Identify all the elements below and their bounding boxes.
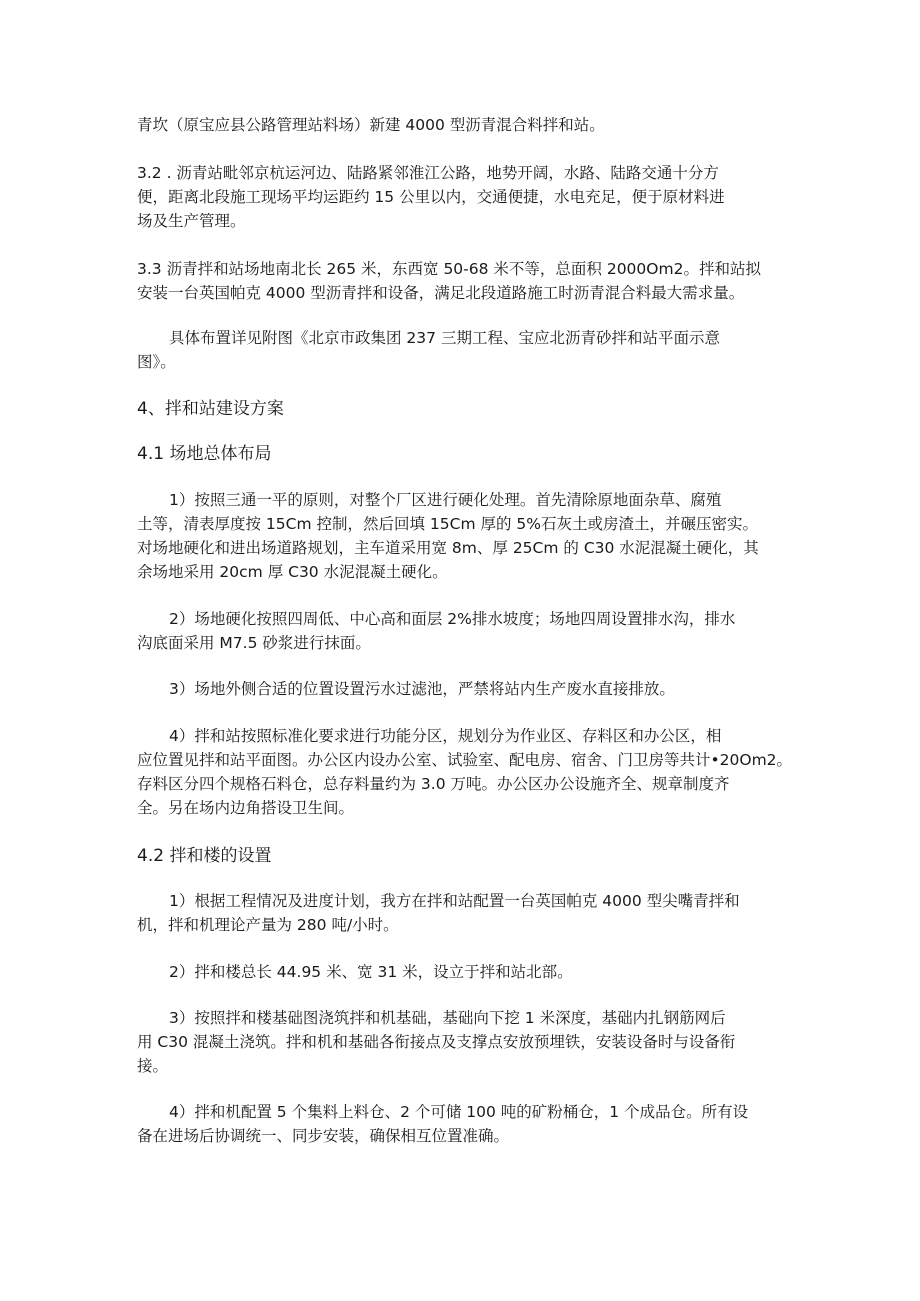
paragraph-3-3	[137, 257, 787, 305]
text-line: 2）场地硬化按照四周低、中心高和面层 2%排水坡度；场地四周设置排水沟，排水	[169, 610, 736, 628]
text-line: 对场地硬化和进出场道路规划，主车道采用宽 8m、厚 25Cm 的 C30 水泥混凝土硬化，其	[137, 539, 759, 557]
text-line: 4）拌和机配置 5 个集料上料仓、2 个可储 100 吨的矿粉桶仓，1 个成品仓。所有设	[169, 1103, 749, 1121]
text-line: 应位置见拌和站平面图。办公区内设办公室、试验室、配电房、宿舍、门卫房等共计•20Om2。	[137, 751, 793, 769]
text-line: 存料区分四个规格石料仓，总存料量约为 3.0 万吨。办公区办公设施齐全、规章制度齐	[137, 775, 730, 793]
paragraph-4-1-item-4	[137, 724, 787, 748]
text-line: 1）按照三通一平的原则，对整个厂区进行硬化处理。首先清除原地面杂草、腐殖	[169, 491, 722, 509]
paragraph-4-1-item-1-cont	[137, 512, 787, 584]
paragraph-4-2-item-3	[137, 1006, 787, 1030]
text-line: 具体布置详见附图《北京市政集团 237 三期工程、宝应北沥青砂拌和站平面示意	[169, 329, 720, 347]
text-line: 沟底面采用 M7.5 砂浆进行抹面。	[137, 634, 371, 652]
paragraph-4-2-item-4	[137, 1100, 787, 1124]
paragraph-4-1-item-2	[137, 607, 787, 631]
section-heading-4-1	[137, 441, 787, 467]
paragraph-3-2	[137, 161, 787, 233]
section-heading-4	[137, 396, 787, 422]
paragraph-4-2-item-1-cont	[137, 913, 787, 937]
text-line: 余场地采用 20cm 厚 C30 水泥混凝土硬化。	[137, 563, 448, 581]
text-line: 青坎（原宝应县公路管理站料场）新建 4000 型沥青混合料拌和站。	[137, 116, 605, 134]
text-line: 3）场地外侧合适的位置设置污水过滤池，严禁将站内生产废水直接排放。	[169, 680, 675, 698]
paragraph-4-1-item-4-cont	[137, 748, 793, 820]
text-line: 用 C30 混凝土浇筑。拌和机和基础各衔接点及支撑点安放预埋铁，安装设备时与设备衔	[137, 1033, 736, 1051]
text-line: 3）按照拌和楼基础图浇筑拌和机基础，基础向下挖 1 米深度，基础内扎钢筋网后	[169, 1009, 726, 1027]
text-line: 全。另在场内边角搭设卫生间。	[137, 799, 355, 817]
paragraph-layout-reference	[137, 326, 787, 350]
text-line: 图》。	[137, 353, 176, 371]
text-line: 场及生产管理。	[137, 212, 246, 230]
paragraph-4-1-item-3	[137, 677, 787, 701]
paragraph-4-2-item-2	[137, 960, 787, 984]
text-line: 3.3 沥青拌和站场地南北长 265 米，东西宽 50-68 米不等，总面积 2000Om2。拌和站拟	[137, 260, 761, 278]
heading-text: 4.2 拌和楼的设置	[137, 846, 272, 866]
text-line: 机，拌和机理论产量为 280 吨/小时。	[137, 916, 399, 934]
paragraph-4-1-item-2-cont	[137, 631, 787, 655]
paragraph-4-2-item-3-cont	[137, 1030, 787, 1078]
text-line: 接。	[137, 1057, 169, 1075]
paragraph-layout-reference-cont	[137, 350, 787, 374]
text-line: 1）根据工程情况及进度计划，我方在拌和站配置一台英国帕克 4000 型尖嘴青拌和	[169, 892, 740, 910]
text-line: 2）拌和楼总长 44.95 米、宽 31 米，设立于拌和站北部。	[169, 963, 573, 981]
text-line: 土等，清表厚度按 15Cm 控制，然后回填 15Cm 厚的 5%石灰土或房渣土，并碾压密实。	[137, 515, 759, 533]
text-line: 安装一台英国帕克 4000 型沥青拌和设备，满足北段道路施工时沥青混合料最大需求量。	[137, 284, 745, 302]
text-line: 备在进场后协调统一、同步安装，确保相互位置准确。	[137, 1127, 510, 1145]
text-line: 3.2 . 沥青站毗邻京杭运河边、陆路紧邻淮江公路，地势开阔，水路、陆路交通十分方	[137, 164, 719, 182]
paragraph-4-2-item-1	[137, 889, 787, 913]
heading-text: 4、拌和站建设方案	[137, 399, 284, 419]
heading-text: 4.1 场地总体布局	[137, 444, 272, 464]
paragraph-4-1-item-1	[137, 488, 787, 512]
paragraph-4-2-item-4-cont	[137, 1124, 787, 1148]
section-heading-4-2	[137, 843, 787, 869]
paragraph-intro	[137, 113, 787, 137]
text-line: 4）拌和站按照标准化要求进行功能分区，规划分为作业区、存料区和办公区，相	[169, 727, 722, 745]
text-line: 便，距离北段施工现场平均运距约 15 公里以内，交通便捷，水电充足，便于原材料进	[137, 188, 725, 206]
